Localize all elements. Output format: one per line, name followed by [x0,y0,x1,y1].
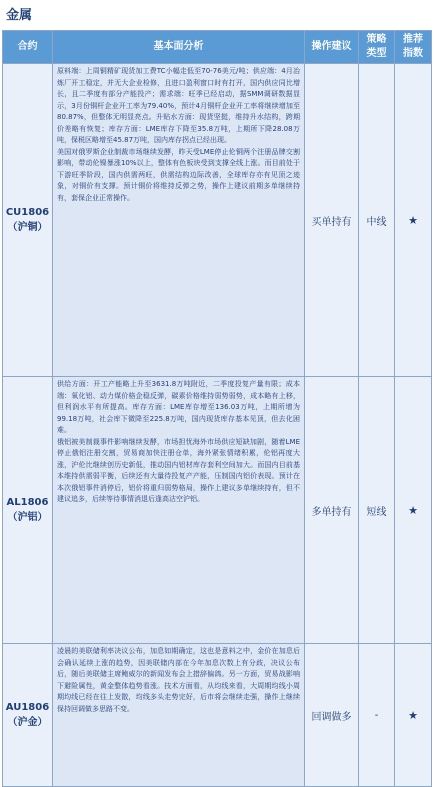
header-recommend-line1: 推荐 [403,34,423,45]
header-strategy-line2: 类型 [366,48,387,59]
analysis-paragraph: 美国对俄罗斯企业制裁市场继续发酵，昨天受LME停止伦铜两个注册品牌交割影响，带动伦镍暴涨10%以上，整体有色板块受到支撑全线上涨。而目前处于下游旺季阶段，国内供需两旺，供需结构边际改善，全球库存亦有见顶之迹象，对铜价有支撑。预计铜价将维持反弹之势，操作上建议前期多单继续持有，套保企业正常操作。 [57,147,300,202]
analysis-paragraph: 原料端：上周铜精矿现货加工费TC小幅走低至70-76美元/吨；供应端：4月冶炼厂开工稳定，并无大企业检修，且进口盈利窗口时有打开，国内供应同比增长，且二季度有部分产能投产；需求端：旺季已经启动，据SMM调研数据显示，3月份铜杆企业开工率为79.40%，预计4月铜杆企业开工率将继续增加至80.87%，但整体无明显亮点。升贴水方面：现货坚挺，维持升水结构，跨期价差略有恢复；库存方面：LME库存下降至35.8万吨，上期所下降28.08万吨，保税区略增至45.87万吨，国内库存拐点已经出现。 [57,67,300,144]
section-title: 金属 [6,8,33,23]
contract-code: AL1806 [6,497,49,508]
contract-cell [3,64,53,377]
strategy-cell: 短线 [359,377,395,644]
strategy-cell: - [359,644,395,787]
analysis-cell [53,64,305,377]
header-analysis: 基本面分析 [53,31,305,64]
advice-cell: 回调做多 [305,644,359,787]
analysis-paragraph: 供给方面：开工产能略上升至3631.8万吨附近，二季度投复产量有限；成本端：氧化铝、动力煤价格企稳反弹，碳素价格维持弱势弱势，成本略有上移，但利润水平有所提高。库存方面：LME库存增至136.03万吨，上期所增为99.18万吨，社会库下微降至225.8万吨，国内现货库存基本见顶，但去化困难。 [57,380,300,434]
contract-cell [3,377,53,644]
advice-cell: 多单持有 [305,377,359,644]
metals-strategy-table [2,30,432,787]
contract-code: CU1806 [5,207,50,218]
header-strategy-line1: 策略 [366,34,387,45]
header-recommend-line2: 指数 [403,48,423,59]
header-row [3,31,432,64]
table-row [3,64,432,377]
contract-code: AU1806 [5,702,50,713]
analysis-cell [53,644,305,787]
header-recommend-index [395,31,432,64]
contract-cell [3,644,53,787]
table-row [3,644,432,787]
table-row [3,377,432,644]
analysis-paragraph: 凌晨的美联储利率决议公布，加息如期确定，这也是意料之中，金价在加息后会确认延续上涨的趋势，因美联储内部在今年加息次数上有分歧，决议公布后，随后美联储主席鲍威尔的新闻发布会上措辞偏鸽。另一方面，贸易战影响下避险属性，黄金整体趋势看涨。技术方面看，从均线来看，大周期均线小周期均线已经在往上发散，均线多头走势完好，后市将会继续走强，操作上继续保持回调做多思路不变。 [57,647,300,713]
analysis-paragraph: 俄铝被美制裁事件影响继续发酵，市场担忧海外市场供应短缺加剧，随着LME停止俄铝注册交割，贸易商加快注册仓单，海外紧张情绪积累，伦铝再度大涨，沪伦比继续创历史新低，推动国内铝材库存套利空间加大。而国内目前基本维持供需弱平衡，后续还有大量待投复产产能，压制国内铝价表现。预计在本次俄铝事件消停后，铝价将重归弱势格局，操作上建议多单继续持有，但不建议追多，后续等待事情消退后逢高沽空沪铝。 [57,437,300,503]
analysis-cell [53,377,305,644]
header-contract: 合约 [3,31,53,64]
star-rating: ★ [395,377,432,644]
header-strategy [359,31,395,64]
advice-cell: 买单持有 [305,64,359,377]
star-rating: ★ [395,64,432,377]
contract-name: （沪铝） [7,512,48,523]
header-advice: 操作建议 [305,31,359,64]
strategy-cell: 中线 [359,64,395,377]
star-rating: ★ [395,644,432,787]
contract-name: （沪金） [7,717,48,728]
contract-name: （沪铜） [7,222,48,233]
